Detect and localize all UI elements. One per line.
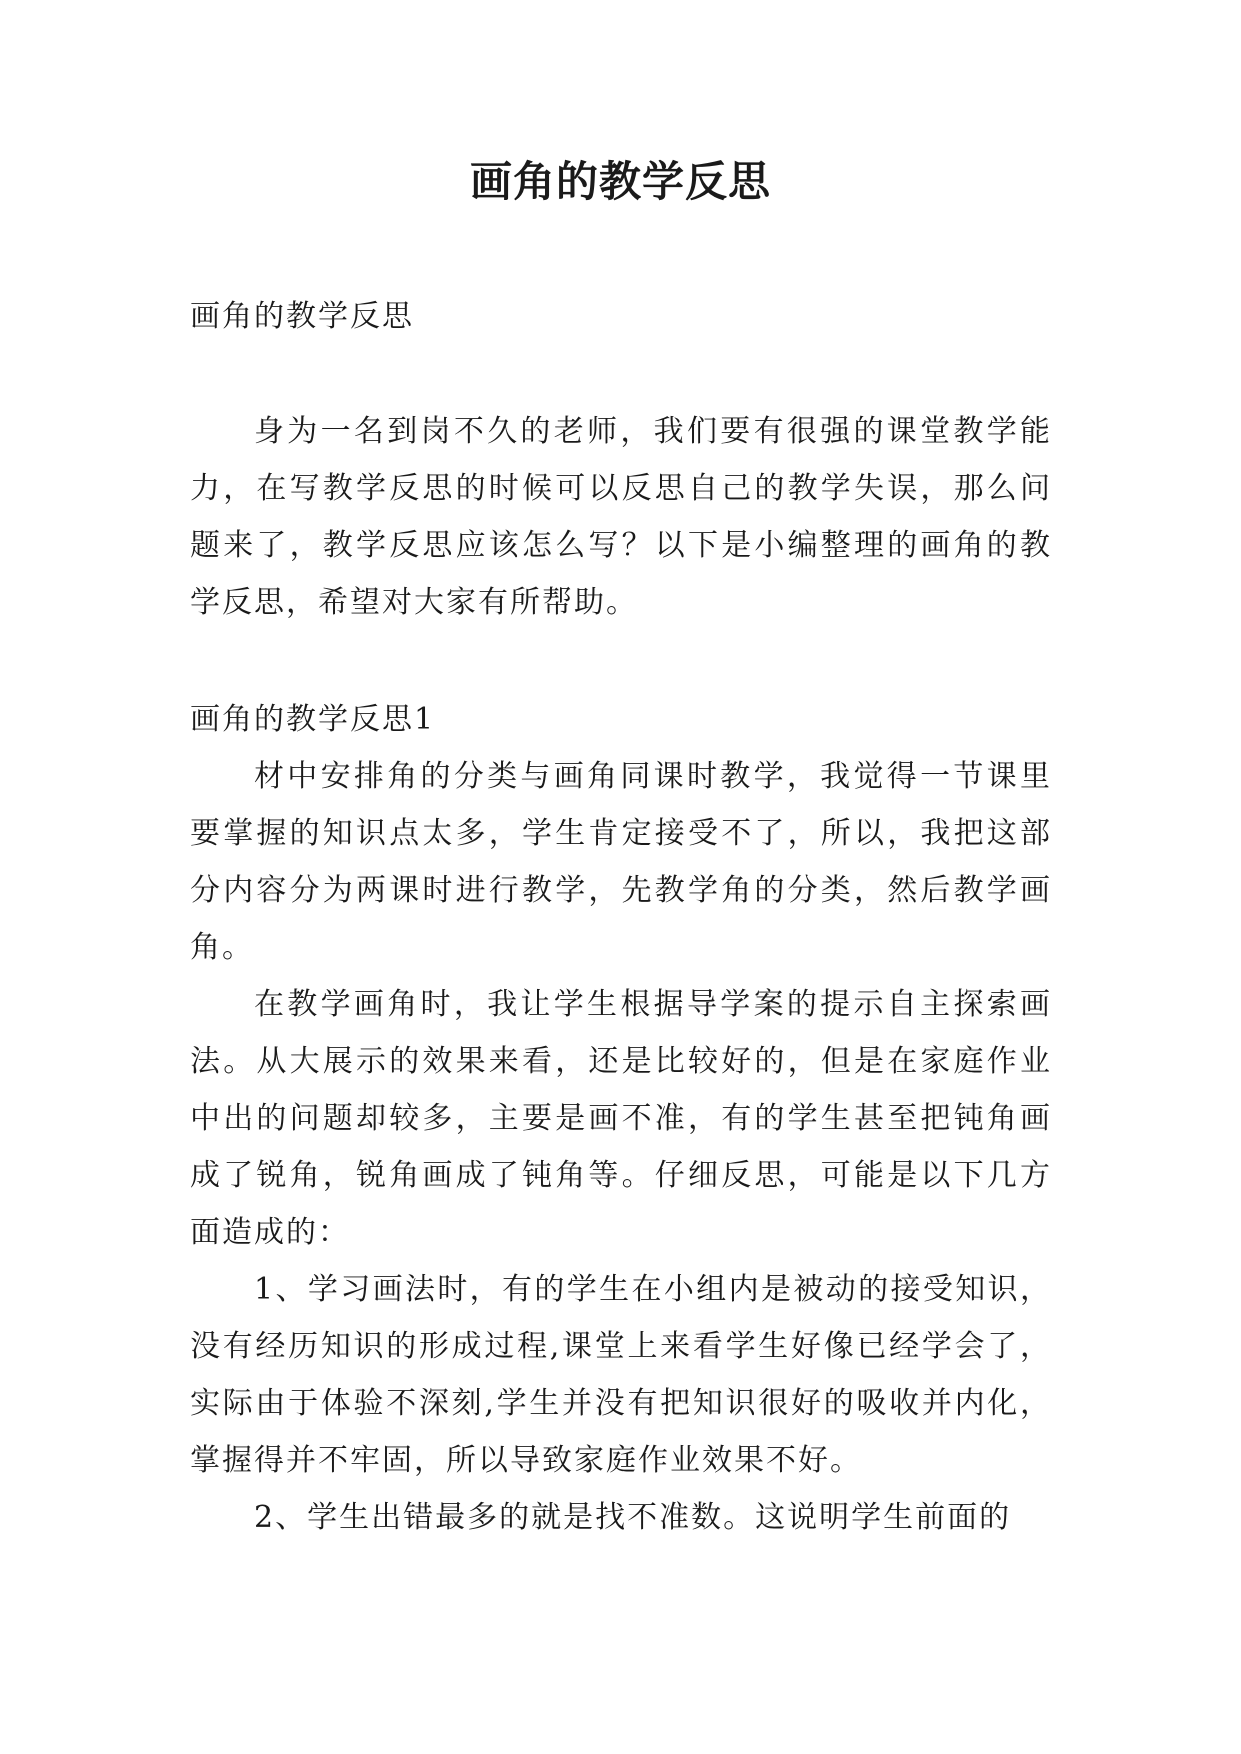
body-paragraph: 在教学画角时，我让学生根据导学案的提示自主探索画法。从大展示的效果来看，还是比较好的，但是在家庭作业中出的问题却较多，主要是画不准，有的学生甚至把钝角画成了锐角，锐角画成了钝角等。仔细反思，可能是以下几方面造成的：	[190, 987, 1052, 1250]
document-title: 画角的教学反思	[469, 157, 771, 206]
section-heading: 画角的教学反思1	[190, 702, 436, 737]
intro-paragraph: 身为一名到岗不久的老师，我们要有很强的课堂教学能力，在写教学反思的时候可以反思自己的教学失误，那么问题来了，教学反思应该怎么写？以下是小编整理的画角的教学反思，希望对大家有所帮助。	[190, 414, 1052, 620]
document-body	[190, 288, 1052, 1546]
body-paragraph: 材中安排角的分类与画角同课时教学，我觉得一节课里要掌握的知识点太多，学生肯定接受不了，所以，我把这部分内容分为两课时进行教学，先教学角的分类，然后教学画角。	[190, 759, 1052, 965]
document-subtitle: 画角的教学反思	[190, 299, 414, 334]
spacer	[190, 631, 1052, 691]
body-paragraph: 1、学习画法时，有的学生在小组内是被动的接受知识，没有经历知识的形成过程,课堂上来看学生好像已经学会了，实际由于体验不深刻,学生并没有把知识很好的吸收并内化，掌握得并不牢固，所以导致家庭作业效果不好。	[190, 1272, 1052, 1478]
body-paragraph: 2、学生出错最多的就是找不准数。这说明学生前面的	[254, 1500, 1012, 1535]
spacer	[190, 345, 1052, 403]
